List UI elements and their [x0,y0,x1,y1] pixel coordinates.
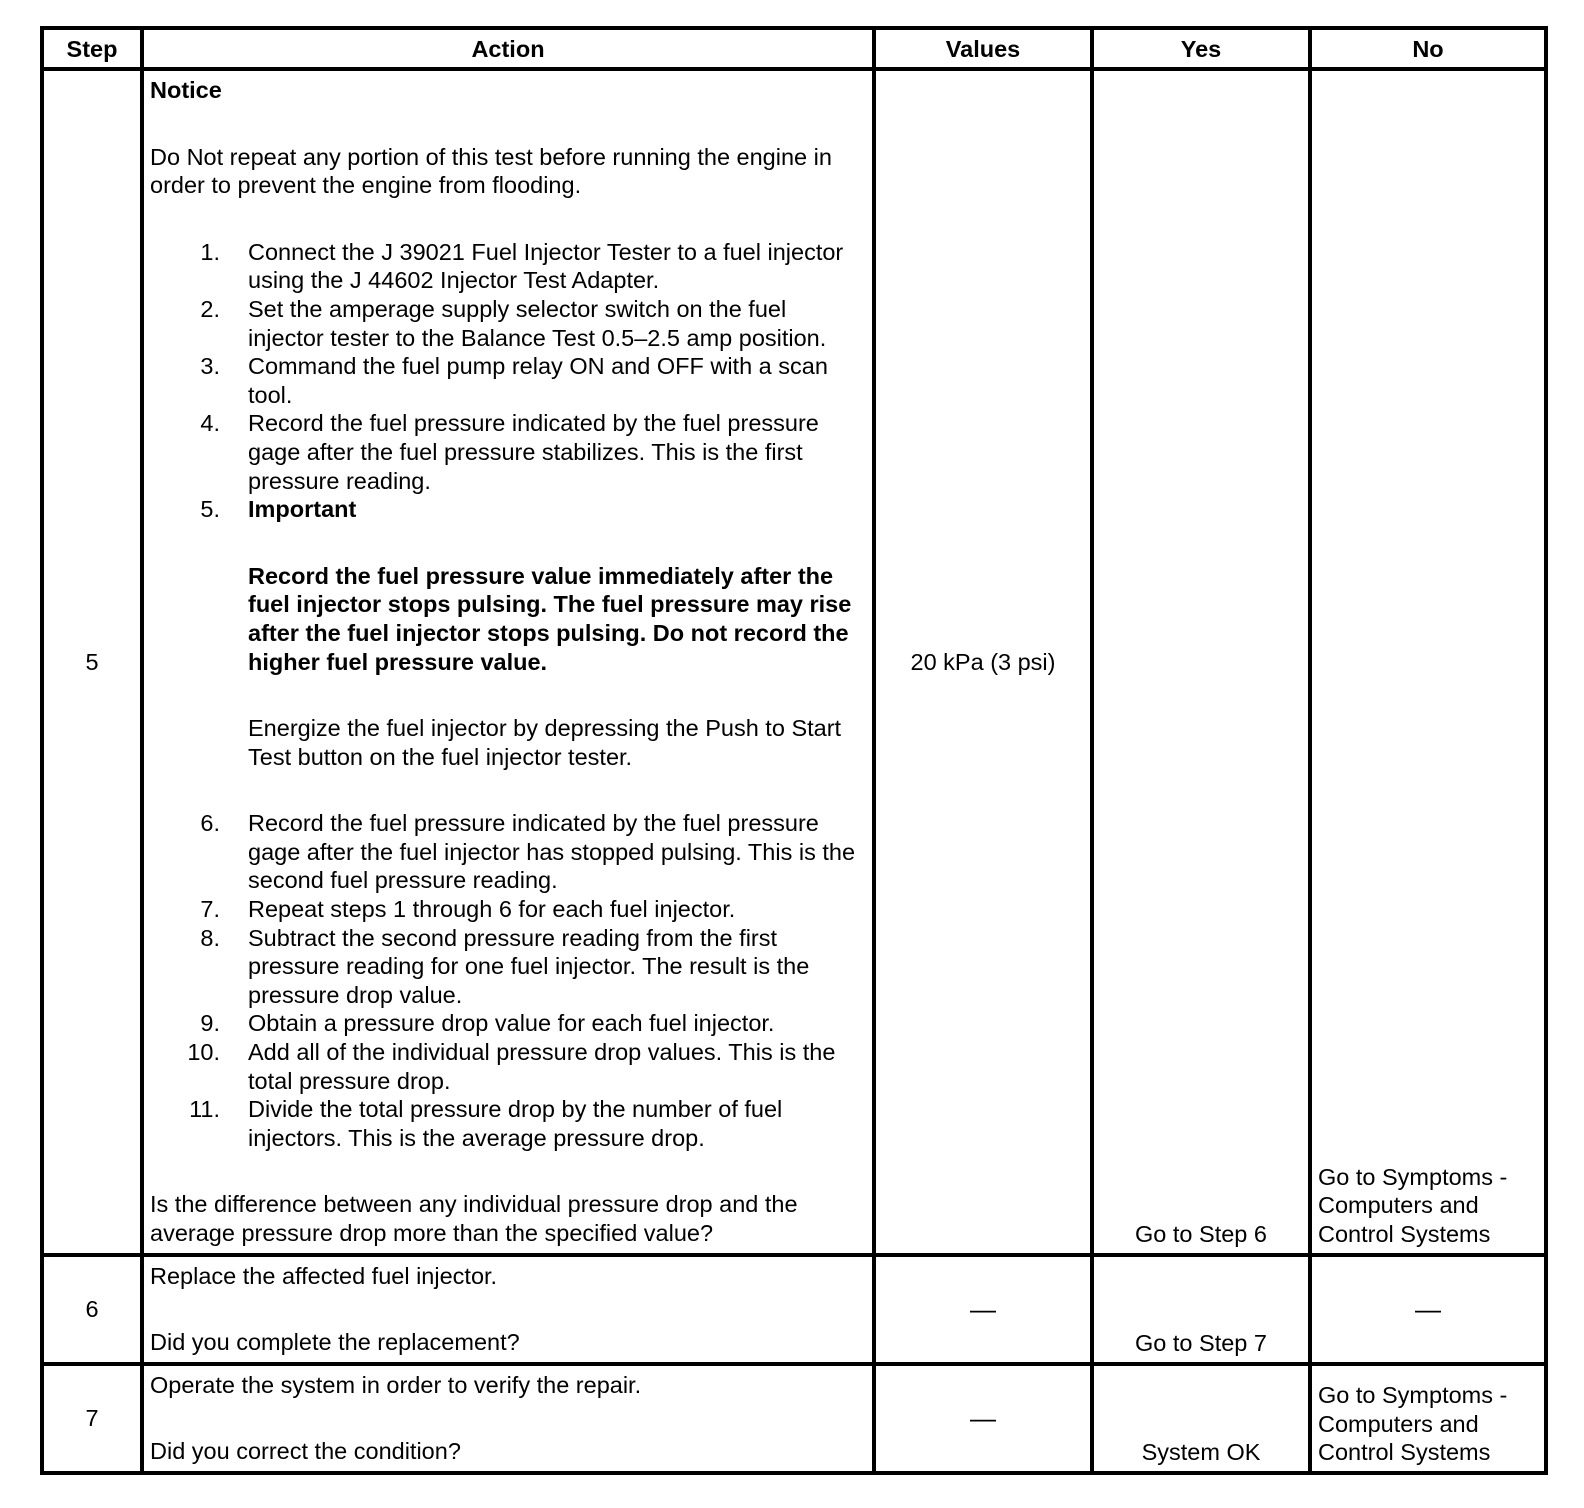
step-number: 7 [42,1364,142,1473]
value-cell: 20 kPa (3 psi) [874,69,1092,1255]
yes-cell: Go to Step 6 [1092,69,1310,1255]
list-item: 7. Repeat steps 1 through 6 for each fuel injector. [200,896,736,923]
value-cell: — [874,1364,1092,1473]
header-values: Values [874,28,1092,69]
procedure-list [150,238,866,1153]
notice-text: Do Not repeat any portion of this test before running the engine in order to prevent the engine from flooding. [150,143,832,199]
notice-title: Notice [150,77,222,103]
header-step: Step [42,28,142,69]
action-cell [142,69,874,1255]
list-item: 3. Command the fuel pump relay ON and OFF with a scan tool. [200,353,828,408]
table-row [42,69,1546,1255]
question-text: Is the difference between any individual pressure drop and the average pressure drop more than the specified value? [150,1191,798,1246]
table-row [42,1364,1546,1473]
no-cell: — [1310,1255,1546,1364]
step-number: 5 [42,69,142,1255]
list-item: 5. Important Record the fuel pressure value immediately after the fuel injector stops pulsing. The fuel pressure may rise after the fuel injector stops pulsing. Do not record the higher fuel pressure value. Energize the fuel injector by depressing the Push to Start Test button on the fuel injector tester. [150,495,866,809]
no-cell: Go to Symptoms - Computers and Control Systems [1310,1364,1546,1473]
header-no: No [1310,28,1546,69]
no-cell: Go to Symptoms - Computers and Control Systems [1310,69,1546,1255]
list-item: 9. Obtain a pressure drop value for each fuel injector. [200,1010,775,1037]
list-item: 1. Connect the J 39021 Fuel Injector Tester to a fuel injector using the J 44602 Injector Test Adapter. [200,238,844,294]
value-cell: — [874,1255,1092,1364]
step-text: Energize the fuel injector by depressing the Push to Start Test button on the fuel injector tester. [248,715,842,770]
diagnostic-table [40,26,1548,1475]
important-title: Important [248,496,357,523]
yes-cell: System OK [1092,1364,1310,1473]
action-cell [142,1364,874,1473]
yes-cell: Go to Step 7 [1092,1255,1310,1364]
table-row [42,1255,1546,1364]
step-number: 6 [42,1255,142,1364]
action-cell [142,1255,874,1364]
important-text: Record the fuel pressure value immediately after the fuel injector stops pulsing. The fuel pressure may rise after the fuel injector stops pulsing. Do not record the higher fuel pressure value. [248,562,852,675]
action-text: Operate the system in order to verify the repair. [150,1371,642,1398]
question-text: Did you correct the condition? [150,1438,461,1465]
list-item: 6. Record the fuel pressure indicated by the fuel pressure gage after the fuel injector has stopped pulsing. This is the second fuel pressure reading. [200,810,856,894]
question-text: Did you complete the replacement? [150,1329,520,1356]
list-item: 10. Add all of the individual pressure drop values. This is the total pressure drop. [187,1039,836,1094]
header-action: Action [142,28,874,69]
list-item: 2. Set the amperage supply selector switch on the fuel injector tester to the Balance Test 0.5–2.5 amp position. [200,295,827,351]
header-yes: Yes [1092,28,1310,69]
action-text: Replace the affected fuel injector. [150,1262,498,1289]
header-row [42,28,1546,69]
list-item: 4. Record the fuel pressure indicated by the fuel pressure gage after the fuel pressure stabilizes. This is the first pressure reading. [200,410,819,494]
list-item: 8. Subtract the second pressure reading from the first pressure reading for one fuel injector. The result is the pressure drop value. [200,924,810,1008]
list-item: 11. Divide the total pressure drop by the number of fuel injectors. This is the average pressure drop. [189,1096,783,1151]
